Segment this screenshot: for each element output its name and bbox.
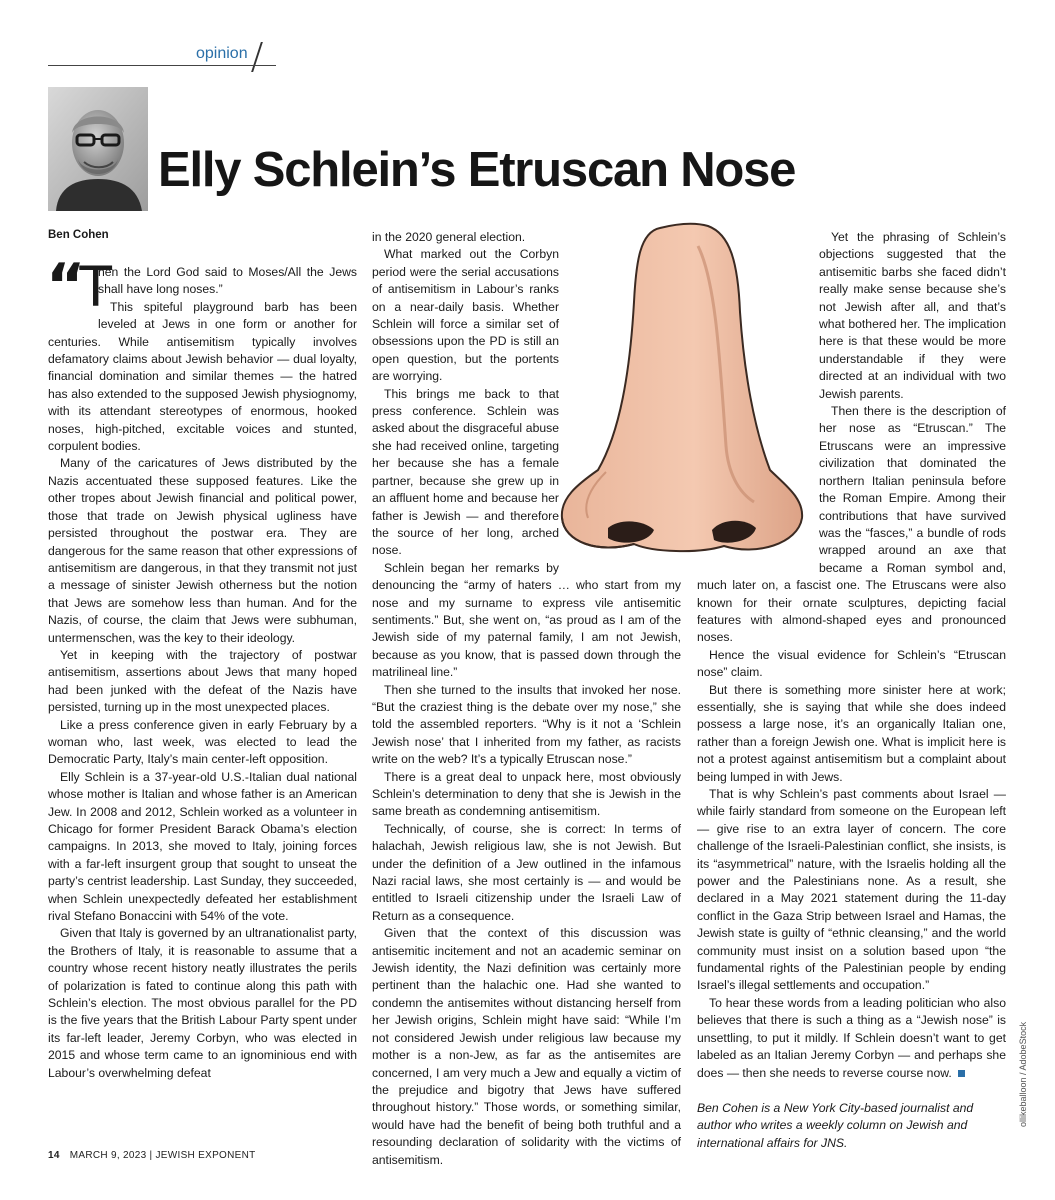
paragraph: Yet in keeping with the trajectory of postwar antisemitism, assertions about Jews that many hoped had been junked with the defeat of the Nazis have persisted, turning up in the most unexpected places. <box>48 647 357 715</box>
paragraph: Schlein began her remarks by denouncing the “army of haters … who start from my nose and my surname to express vile antisemitic sentiments.” But, she went on, “as proud as I am of the Jewish side of my paternal family, I am not Jewish, because as you know, that is passed down through the matrilineal line.” <box>372 560 681 680</box>
paragraph: This brings me back to that press conference. Schlein was asked about the disgraceful abuse she had received online, targeting her because she has a female partner, because she grew up in an affluent home and because her father is Jewish — and therefore the source of her long, arched nose. <box>372 386 559 558</box>
author-bio: Ben Cohen is a New York City-based journalist and author who writes a weekly column on Jewish and international affairs for JNS. <box>697 1100 974 1150</box>
paragraph: Given that Italy is governed by an ultranationalist party, the Brothers of Italy, it is reasonable to assume that a country whose recent history neatly illustrates the perils of polarization is fated to continue along this path with Schlein’s election. The most obvious parallel for the PD is the five years that the British Labour Party spent under its far-left leader, Jeremy Corbyn, who was elected in 2015 and whose term came to an ignominious end with Labour’s overwhelming defeat <box>48 926 357 1080</box>
image-wrap-space <box>697 229 819 574</box>
article-column-1 <box>46 251 357 1082</box>
lead-paragraph: hen the Lord God said to Moses/All the Jews shall have long noses.” <box>98 265 357 297</box>
byline: Ben Cohen <box>48 229 109 241</box>
author-photo <box>48 87 148 211</box>
paragraph: There is a great deal to unpack here, most obviously Schlein’s determination to deny that she is Jewish in the same breath as condemning antisemitism. <box>372 769 681 819</box>
photo-credit: ollikeballoon / AdobeStock <box>1018 1021 1028 1127</box>
drop-cap-letter: T <box>78 254 114 319</box>
paragraph: Like a press conference given in early February by a woman who, last week, was elected to lead the Democratic Party, Italy’s main center-left opposition. <box>48 717 357 767</box>
paragraph: Elly Schlein is a 37-year-old U.S.-Italian dual national whose mother is Italian and whose father is an American Jew. In 2008 and 2012, Schlein worked as a volunteer in Chicago for former President Barack Obama’s election campaigns. In 2013, she moved to Italy, joining forces with a far-left insurgent group that sought to unseat the party’s centrist leadership. Last Sunday, they succeeded, when Schlein unexpectedly defeated her establishment rival Stefano Bonaccini with 54% of the vote. <box>48 769 357 924</box>
drop-cap <box>46 251 114 321</box>
page-footer <box>48 1150 256 1161</box>
paragraph: Yet the phrasing of Schlein’s objections suggested that the antisemitic barbs she faced didn’t really make sense because she’s not Jewish after all, and that’s what bothered her. The implication here is that these would be more understandable if they were directed at an individual with two Jewish parents. <box>819 230 1006 401</box>
end-mark-icon <box>958 1070 965 1077</box>
section-slash <box>251 42 263 72</box>
paragraph: What marked out the Corbyn period were the serial accusations of antisemitism in Labour’s ranks on a near-daily basis. Whether Schlein will force a similar set of obsessions upon the PD is still an open question, but the portents are worrying. <box>372 247 559 384</box>
paragraph: That is why Schlein’s past comments about Israel — while fairly standard from someone on the European left — give rise to an extra layer of concern. The core challenge of the Israeli-Palestinian conflict, she insists, is its “asymmetrical” nature, with the Israelis holding all the power and the Palestinians none. As a result, she declared in a May 2021 statement during the 11-day conflict in the Gaza Strip between Israel and Hamas, the Jewish state is guilty of “ethnic cleansing,” and the world community must insist on a solution based upon “the fundamental rights of the Palestinian people by ending Israel’s illegal settlements and occupation.” <box>697 787 1006 993</box>
paragraph: Then there is the description of her nose as “Etruscan.” The Etruscans were an impressive civilization that dominated the northern Italian peninsula before the Roman Empire. Among their contributions that have survived was the “fasces,” a bundle of rods wrapped around an axe that became a Roman symbol and, much later on, a fascist one. The Etruscans were also known for their ornate sculptures, depicting facial features with almond-shaped eyes and pronounced noses. <box>697 404 1006 645</box>
paragraph: Given that the context of this discussion was antisemitic incitement and not an academic seminar on Jewish identity, the Nazi definition was certainly more pertinent than the halachic one. Had she wanted to condemn the antisemites without distancing herself from her Jewish origins, Schlein might have said: “While I’m not considered Jewish under religious law because my mother is a non-Jew, as far as the antisemites are concerned, I am very much a Jew and equally a victim of the prejudice and bigotry that Jews have suffered throughout history.” Those words, or something similar, would have had the benefit of being both truthful and a resounding declaration of solidarity with the victims of antisemitism. <box>372 926 681 1167</box>
article-column-2 <box>372 229 681 1169</box>
paragraph: Many of the caricatures of Jews distributed by the Nazis accentuated these supposed features. Like the other tropes about Jewish financial and political power, those that trade on Jewish physical ugliness have persisted throughout the postwar era. They are dangerous for the same reason that other expressions of antisemitism are dangerous, in that they transmit not just a message of sinister Jewish otherness but the notion that Jews are somehow less than human. And for the Nazis, of course, the claim that Jews were subhuman, untermenschen, was the key to their ideology. <box>48 456 357 645</box>
paragraph: in the 2020 general election. <box>372 230 526 244</box>
article-column-3 <box>697 229 1006 1152</box>
footer-info: MARCH 9, 2023 | JEWISH EXPONENT <box>69 1150 256 1161</box>
headline: Elly Schlein’s Etruscan Nose <box>158 143 796 197</box>
page-number: 14 <box>48 1150 60 1161</box>
paragraph: Hence the visual evidence for Schlein’s “Etruscan nose” claim. <box>697 647 1006 680</box>
quote-mark-icon: “ <box>46 251 86 321</box>
paragraph: Then she turned to the insults that invoked her nose. “But the craziest thing is the debate over my nose,” she told the assembled reporters. “Why is it not a ‘Schlein Jewish nose’ that I inherited from my father, as racists write on the web? It’s a typically Etruscan nose.” <box>372 682 681 767</box>
section-tag: opinion <box>196 45 248 62</box>
section-rule <box>48 65 276 66</box>
paragraph: But there is something more sinister here at work; essentially, she is saying that while she does indeed possess a large nose, it’s an organically Italian one, rather than a foreign Jewish one. What is implicit here is not a protest against antisemitism but a complaint about being lumped in with Jews. <box>697 682 1006 784</box>
paragraph-text: To hear these words from a leading politician who also believes that there is such a thing as a “Jewish nose” is unsettling, to put it mildly. If Schlein doesn’t want to get labeled as an Italian Jeremy Corbyn — and perhaps she does — then she needs to reverse course now. <box>697 995 1006 1080</box>
paragraph: This spiteful playground barb has been leveled at Jews in one form or another for centuries. While antisemitism typically involves defamatory claims about Jewish behavior — dual loyalty, financial domination and similar themes — the hatred has also extended to the supposed Jewish physiognomy, with its attendant stereotypes of enormous, hooked noses, high-pitched, excitable voices and stunted, corpulent bodies. <box>48 299 357 454</box>
last-paragraph <box>697 995 1006 1082</box>
paragraph: Technically, of course, she is correct: In terms of halachah, Jewish religious law, she is not Jewish. But under the definition of a Jew outlined in the infamous Nazi racial laws, she most certainly is — and would be entitled to Israeli citizenship under the Israeli Law of Return as a consequence. <box>372 821 681 923</box>
image-wrap-space <box>559 229 681 574</box>
